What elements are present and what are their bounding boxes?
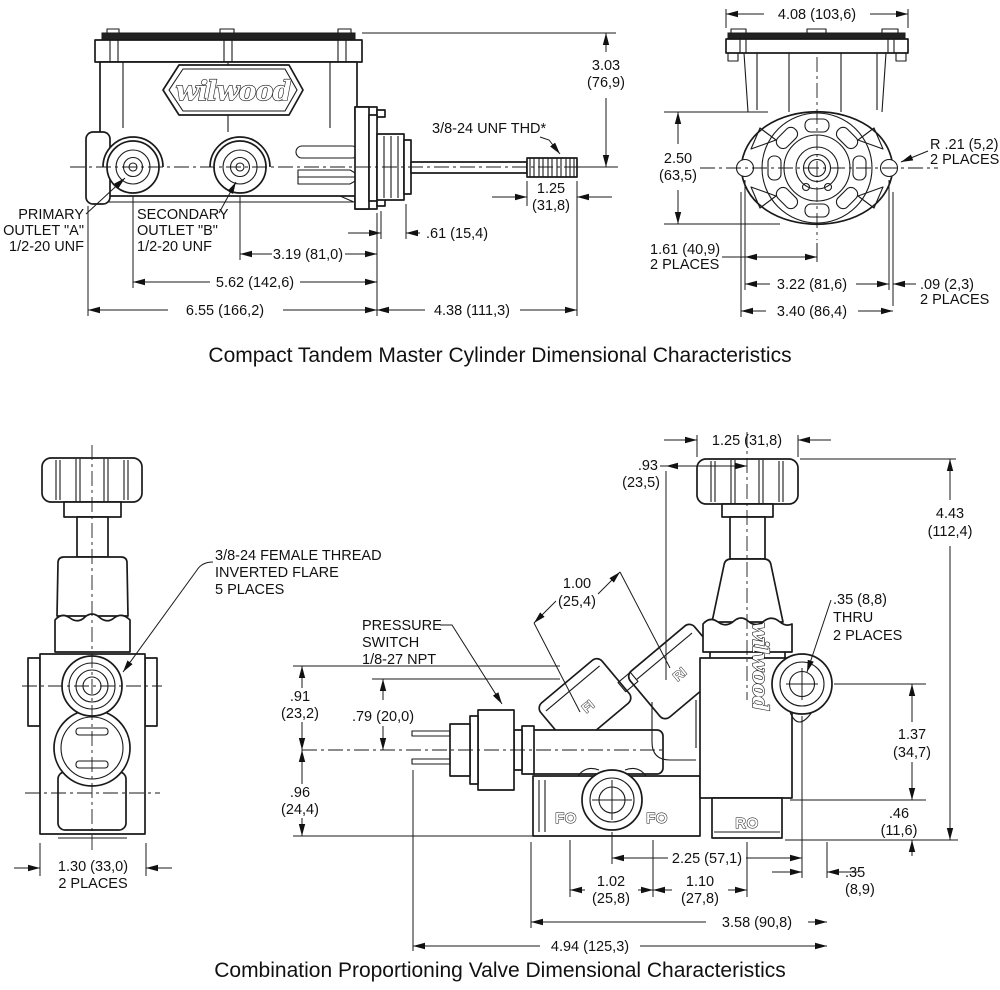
thru-hole-note-1: .35 (8,8) bbox=[833, 592, 887, 608]
knob-base bbox=[64, 502, 121, 517]
push-rod bbox=[411, 162, 527, 173]
adjuster-cone bbox=[712, 559, 783, 622]
female-thread-note-1: 3/8-24 FEMALE THREAD bbox=[215, 548, 382, 564]
dim-5.62: 5.62 (142,6) bbox=[215, 275, 295, 291]
wilwood-logo: wilwood bbox=[175, 76, 291, 107]
valve-title: Combination Proportioning Valve Dimensional Characteristics bbox=[214, 959, 786, 982]
dim-1.02: 1.02 bbox=[596, 874, 626, 890]
dim-1.00-mm: (25,4) bbox=[558, 594, 596, 610]
valve-side-view bbox=[22, 445, 162, 852]
reservoir-lid bbox=[95, 40, 362, 62]
dim-3.19: 3.19 (81,0) bbox=[272, 247, 344, 263]
dim-1.00: 1.00 bbox=[562, 576, 592, 592]
dim-4.38: 4.38 (111,3) bbox=[433, 303, 511, 319]
dim-0.91: .91 bbox=[289, 689, 311, 705]
knob-base bbox=[722, 504, 773, 517]
dim-1.25: 1.25 bbox=[536, 181, 566, 197]
switch-note-3: 1/8-27 NPT bbox=[362, 652, 437, 668]
reservoir-lid-band bbox=[728, 33, 905, 39]
dim-0.79: .79 (20,0) bbox=[351, 709, 415, 725]
wilwood-logo-vertical: wilwood bbox=[748, 622, 773, 710]
dim-0.93-mm: (23,5) bbox=[622, 475, 660, 491]
reservoir-lid-band bbox=[102, 33, 355, 40]
dim-1.61-places: 2 PLACES bbox=[650, 257, 720, 273]
dim-1.61: 1.61 (40,9) bbox=[650, 242, 721, 258]
port-label-ri: RI bbox=[669, 664, 690, 685]
secondary-outlet-label-2: OUTLET "B" bbox=[137, 223, 218, 239]
dim-3.40: 3.40 (86,4) bbox=[776, 304, 848, 320]
mc-end-view bbox=[700, 29, 938, 240]
connector-face bbox=[54, 710, 130, 786]
dim-0.91-mm: (23,2) bbox=[281, 706, 319, 722]
dim-0.46: .46 bbox=[888, 806, 910, 822]
adjuster-cone bbox=[57, 557, 128, 616]
dim-3.22: 3.22 (81,6) bbox=[776, 277, 848, 293]
dim-0.61: .61 (15,4) bbox=[426, 226, 489, 242]
thru-hole-note-3: 2 PLACES bbox=[833, 628, 903, 644]
body-ear bbox=[145, 658, 157, 726]
switch-terminal bbox=[412, 731, 450, 736]
dim-0.96: .96 bbox=[289, 785, 311, 801]
dim-2.50-mm: (63,5) bbox=[659, 168, 697, 184]
dim-1.02-mm: (25,8) bbox=[592, 891, 630, 907]
secondary-outlet-label-3: 1/2-20 UNF bbox=[137, 239, 212, 255]
dim-4.94: 4.94 (125,3) bbox=[550, 939, 630, 955]
female-thread-note-2: INVERTED FLARE bbox=[215, 565, 339, 581]
dim-1.30-places: 2 PLACES bbox=[58, 876, 128, 892]
switch-note-2: SWITCH bbox=[362, 635, 420, 651]
dim-6.55: 6.55 (166,2) bbox=[185, 303, 265, 319]
switch-terminal bbox=[412, 759, 450, 764]
port-label-fo-left: FO bbox=[555, 810, 577, 827]
dim-0.96-mm: (24,4) bbox=[281, 802, 319, 818]
dim-1.37: 1.37 bbox=[897, 727, 927, 743]
port-label-fo-right: FO bbox=[646, 810, 668, 827]
adjuster-stem bbox=[730, 517, 765, 559]
thread-note: 3/8-24 UNF THD* bbox=[432, 121, 547, 137]
dim-1.10: 1.10 bbox=[685, 874, 715, 890]
primary-outlet-label-2: OUTLET "A" bbox=[3, 223, 84, 239]
female-thread-note-3: 5 PLACES bbox=[215, 582, 285, 598]
thru-hole-note-2: THRU bbox=[833, 610, 874, 626]
dim-3.03-mm: (76,9) bbox=[587, 75, 625, 91]
dim-0.35-mm: (8,9) bbox=[845, 882, 875, 898]
dim-0.93: .93 bbox=[637, 458, 658, 474]
dim-0.35: .35 bbox=[845, 865, 866, 881]
dim-3.03: 3.03 bbox=[591, 58, 621, 74]
dim-1.25-knob: 1.25 (31,8) bbox=[711, 433, 783, 449]
secondary-outlet-label-1: SECONDARY bbox=[137, 207, 229, 223]
dim-2.50: 2.50 bbox=[663, 151, 693, 167]
body-ear bbox=[28, 658, 40, 726]
lock-nut bbox=[703, 618, 792, 652]
dim-0.46-mm: (11,6) bbox=[880, 823, 918, 839]
mounting-flange bbox=[355, 107, 369, 209]
dim-2.25: 2.25 (57,1) bbox=[671, 851, 743, 867]
radius-note-2: 2 PLACES bbox=[930, 152, 1000, 168]
dim-1.10-mm: (27,8) bbox=[681, 891, 719, 907]
dim-4.43: 4.43 bbox=[935, 506, 965, 522]
dim-1.30: 1.30 (33,0) bbox=[57, 859, 129, 875]
mc-title: Compact Tandem Master Cylinder Dimensional Characteristics bbox=[208, 344, 792, 367]
lock-nut bbox=[55, 614, 130, 652]
primary-outlet-label-3: 1/2-20 UNF bbox=[9, 239, 84, 255]
reservoir-lid bbox=[726, 39, 908, 53]
dim-4.08: 4.08 (103,6) bbox=[777, 7, 857, 23]
mc-side-view bbox=[70, 29, 621, 209]
switch-note-1: PRESSURE bbox=[362, 618, 442, 634]
switch-arm bbox=[528, 730, 663, 774]
dim-1.25-mm: (31,8) bbox=[532, 198, 570, 214]
port-label-ro: RO bbox=[735, 815, 759, 832]
primary-outlet-label-1: PRIMARY bbox=[18, 207, 84, 223]
adjuster-stem bbox=[77, 517, 108, 557]
dim-0.09: .09 (2,3) bbox=[920, 277, 974, 293]
dim-3.58: 3.58 (90,8) bbox=[721, 915, 793, 931]
radius-note-1: R .21 (5,2) bbox=[930, 137, 999, 153]
dim-0.09-places: 2 PLACES bbox=[920, 292, 990, 308]
dim-4.43-mm: (112,4) bbox=[927, 524, 973, 540]
dim-1.37-mm: (34,7) bbox=[893, 745, 931, 761]
port-label-fi: FI bbox=[578, 696, 598, 716]
